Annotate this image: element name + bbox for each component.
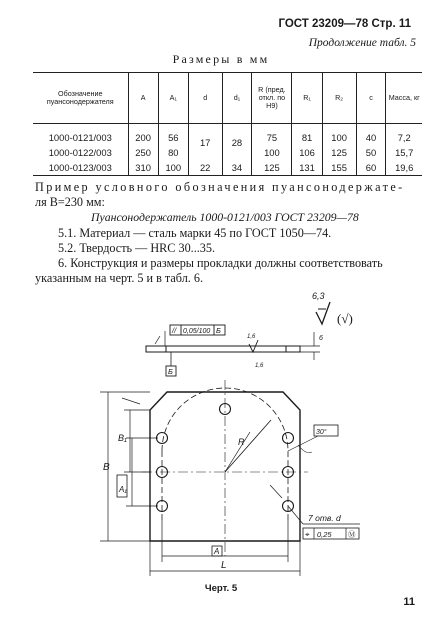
table-cell: 75 xyxy=(252,124,292,146)
page-header: ГОСТ 23209—78 Стр. 11 xyxy=(278,18,411,30)
col-header-A: A xyxy=(128,73,158,124)
table-cell: 1000-0122/003 xyxy=(48,147,112,158)
col-header-R: R (пред. откл. по H9) xyxy=(252,73,292,124)
col-header-designation: Обозначение пуансонодержателя xyxy=(33,73,128,124)
dim-A1-label: A₁ xyxy=(119,485,127,494)
table-cell: 100 xyxy=(322,124,356,146)
table-cell: 200 xyxy=(128,124,158,146)
col-header-c: c xyxy=(356,73,386,124)
roughness-other: (√) xyxy=(337,311,353,326)
example-text-line1: Пример условного обозначения пуансонодержате- xyxy=(35,180,405,194)
dim-L-label: L xyxy=(221,560,227,571)
table-cell: 250 xyxy=(128,145,158,160)
table-cell: 28 xyxy=(222,124,252,161)
dim-B-label: B xyxy=(103,462,110,473)
item-6-continuation: указанным на черт. 5 и в табл. 6. xyxy=(35,271,204,285)
table-cell: 60 xyxy=(356,160,386,176)
chamfer-mark: 1,6 xyxy=(247,334,256,340)
thickness-dim: 6 xyxy=(319,335,323,342)
table-cell: 1000-0121/003 xyxy=(48,132,112,143)
figure-caption: Черт. 5 xyxy=(204,583,238,594)
col-header-R2: R₂ xyxy=(322,73,356,124)
table-cell: 131 xyxy=(292,160,322,176)
table-cell: 81 xyxy=(292,124,322,146)
chamfer-dim: 1,6 xyxy=(255,363,264,369)
table-cell: 125 xyxy=(252,160,292,176)
roughness-value: 6,3 xyxy=(312,291,325,301)
col-header-R1: R₁ xyxy=(292,73,322,124)
table-cell: 106 xyxy=(292,145,322,160)
roughness-symbol xyxy=(316,302,330,324)
table-cell: 80 xyxy=(158,145,188,160)
table-continuation-label: Продолжение табл. 5 xyxy=(308,37,416,49)
table-title: Размеры в мм xyxy=(172,52,270,66)
col-header-A1: A₁ xyxy=(158,73,188,124)
table-cell: 155 xyxy=(322,160,356,176)
tolerance-value: 0,05/100 xyxy=(183,328,211,335)
table-cell: 100 xyxy=(158,160,188,176)
designation-example: Пуансонодержатель 1000-0121/003 ГОСТ 23209—78 xyxy=(91,210,359,224)
radius-label: R xyxy=(238,437,245,447)
dim-B1-label: B₁ xyxy=(118,433,127,443)
table-cell: 22 xyxy=(188,160,222,176)
tolerance-symbol: // xyxy=(172,326,177,335)
table-cell: 19,6 xyxy=(386,160,422,176)
example-text-line2: ля B=230 мм: xyxy=(35,195,105,209)
position-tolerance-value: 0,25 xyxy=(317,530,332,539)
page-number: 11 xyxy=(403,596,415,608)
table-cell: 7,2 xyxy=(386,124,422,146)
datum-b-label: Б xyxy=(168,367,173,376)
hole-callout xyxy=(270,485,360,539)
item-5-1: 5.1. Материал — сталь марки 45 по ГОСТ 1050—74. xyxy=(58,226,332,240)
table-cell: 40 xyxy=(356,124,386,146)
holes-label: 7 отв. d xyxy=(308,513,341,523)
col-header-d1: d₁ xyxy=(222,73,252,124)
item-5-2: 5.2. Твердость — HRC 30...35. xyxy=(58,241,216,255)
table-cell: 34 xyxy=(222,160,252,176)
table-cell: 50 xyxy=(356,145,386,160)
tolerance-datum: Б xyxy=(216,326,221,335)
angle-label: 30° xyxy=(316,429,327,436)
table-cell: 310 xyxy=(128,160,158,176)
table-cell: 17 xyxy=(188,124,222,161)
modifier-icon: Ⓜ xyxy=(348,530,356,539)
table-cell: 56 xyxy=(158,124,188,146)
item-6: 6. Конструкция и размеры прокладки должны соответствовать xyxy=(58,256,383,270)
table-cell: 100 xyxy=(252,145,292,160)
col-header-mass: Масса, кг xyxy=(386,73,422,124)
table-cell: 1000-0123/003 xyxy=(33,160,128,176)
col-header-d: d xyxy=(188,73,222,124)
dim-A-label: A xyxy=(214,547,220,556)
table-cell: 15,7 xyxy=(386,145,422,160)
position-tolerance-icon: ⌖ xyxy=(305,530,310,539)
table-cell: 125 xyxy=(322,145,356,160)
